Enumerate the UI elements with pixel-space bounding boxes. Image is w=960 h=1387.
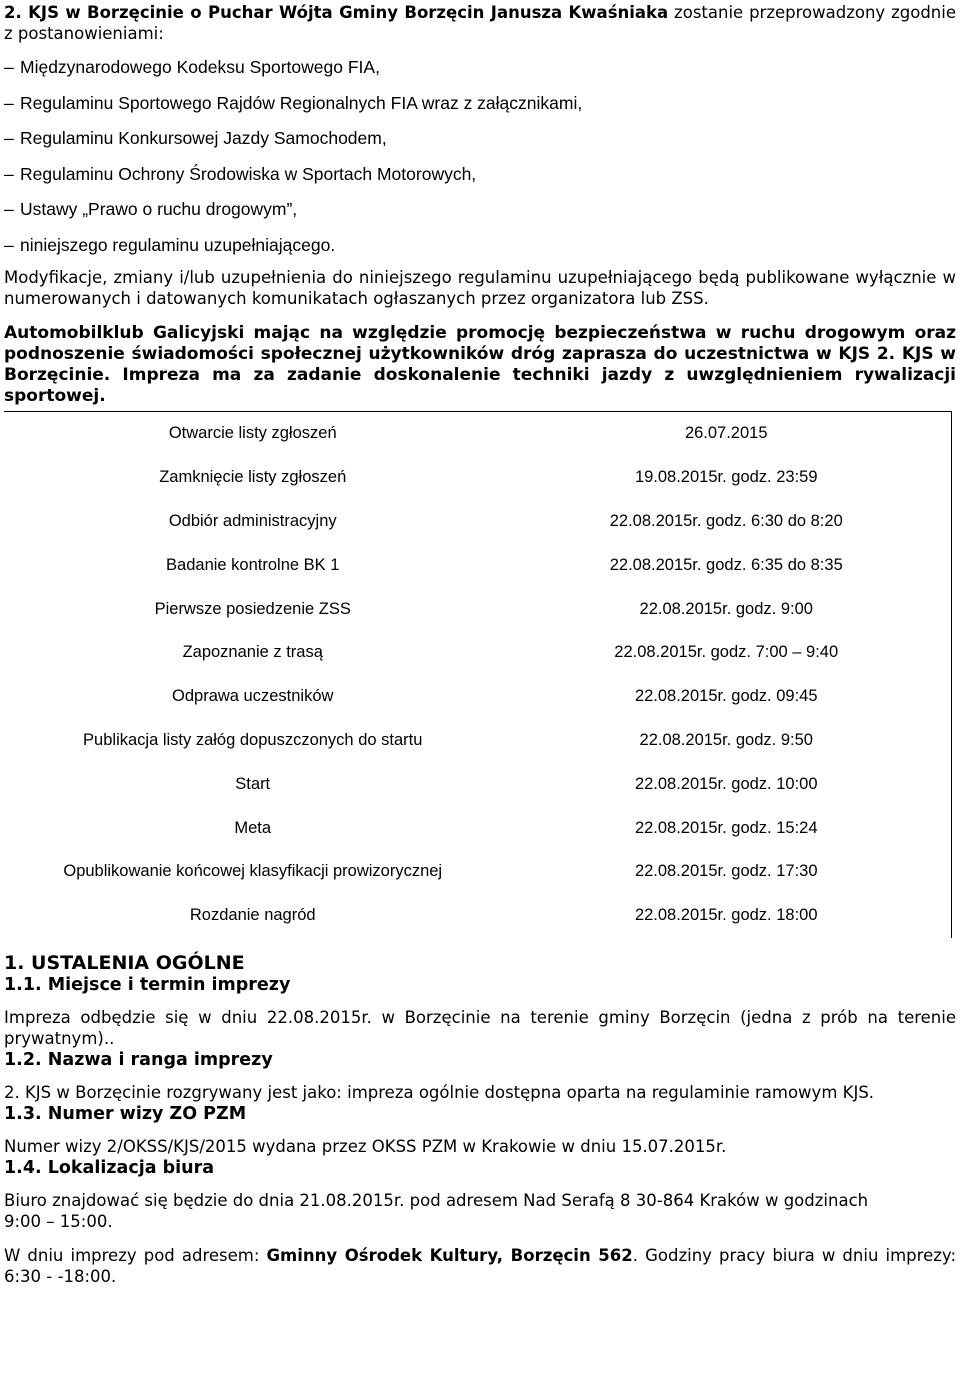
office-text: W dniu imprezy pod adresem:	[4, 1245, 267, 1265]
subsection-text: 2. KJS w Borzęcinie rozgrywany jest jako: impreza ogólnie dostępna oparta na regulaminie ramowym KJS.	[4, 1082, 875, 1102]
dash-icon: –	[4, 199, 14, 220]
schedule-label: Odbiór administracyjny	[168, 511, 337, 530]
schedule-value: 22.08.2015r. godz. 09:45	[634, 687, 818, 706]
table-row	[4, 850, 952, 894]
schedule-label: Opublikowanie końcowej klasyfikacji prowizorycznej	[63, 862, 443, 881]
table-row	[4, 675, 952, 719]
schedule-label: Zapoznanie z trasą	[182, 643, 323, 662]
office-hours: . Godziny pracy biura w dniu imprezy: 6:30 - -18:00.	[4, 1245, 956, 1286]
list-item-text: Międzynarodowego Kodeksu Sportowego FIA,	[20, 57, 380, 78]
table-row	[4, 500, 952, 544]
subsection-title: 1.3. Numer wizy ZO PZM	[4, 1103, 247, 1124]
list-item	[4, 121, 956, 157]
office-address: Gminny Ośrodek Kultury, Borzęcin 562	[266, 1245, 633, 1265]
table-row	[4, 412, 952, 456]
schedule-value: 22.08.2015r. godz. 10:00	[634, 774, 818, 793]
table-row	[4, 587, 952, 631]
schedule-value: 19.08.2015r. godz. 23:59	[634, 468, 818, 487]
schedule-label: Meta	[234, 818, 272, 837]
schedule-value: 22.08.2015r. godz. 6:35 do 8:35	[609, 555, 843, 574]
table-row	[4, 456, 952, 500]
intro-paragraph	[4, 2, 956, 44]
schedule-label: Otwarcie listy zgłoszeń	[168, 424, 337, 443]
schedule-value: 26.07.2015	[684, 424, 768, 443]
subsection-title: 1.1. Miejsce i termin imprezy	[4, 974, 291, 995]
table-row	[4, 894, 952, 938]
modifications-paragraph: Modyfikacje, zmiany i/lub uzupełnienia do niniejszego regulaminu uzupełniającego będą publikowane wyłącznie w numerowanych i datowanych komunikatach ogłaszanych przez organizatora lub ZSS.	[4, 268, 956, 308]
section-title: 1. USTALENIA OGÓLNE	[4, 951, 245, 974]
list-item	[4, 192, 956, 228]
dash-icon: –	[4, 128, 14, 149]
subsection-text: Numer wizy 2/OKSS/KJS/2015 wydana przez OKSS PZM w Krakowie w dniu 15.07.2015r.	[4, 1136, 727, 1156]
schedule-label: Rozdanie nagród	[189, 906, 316, 925]
dash-icon: –	[4, 163, 14, 184]
list-item	[4, 50, 956, 86]
schedule-value: 22.08.2015r. godz. 18:00	[634, 906, 818, 925]
list-item-text: Regulaminu Ochrony Środowiska w Sportach Motorowych,	[20, 163, 477, 184]
dash-icon: –	[4, 57, 14, 78]
schedule-table	[4, 411, 952, 938]
event-title: 2. KJS w Borzęcinie o Puchar Wójta Gminy Borzęcin Janusza Kwaśniaka	[4, 3, 669, 22]
table-row	[4, 719, 952, 763]
schedule-value: 22.08.2015r. godz. 15:24	[634, 818, 818, 837]
office-paragraph	[4, 1245, 956, 1287]
table-row	[4, 543, 952, 587]
table-row	[4, 762, 952, 806]
schedule-value: 22.08.2015r. godz. 6:30 do 8:20	[609, 511, 843, 530]
subsection-text: Impreza odbędzie się w dniu 22.08.2015r. w Borzęcinie na terenie gminy Borzęcin (jedna z prób na terenie prywatnym)..	[4, 1007, 956, 1048]
regulations-list	[4, 50, 956, 263]
list-item	[4, 228, 956, 264]
document-page	[4, 0, 956, 1287]
list-item-text: Regulaminu Sportowego Rajdów Regionalnych FIA wraz z załącznikami,	[20, 92, 583, 113]
schedule-label: Zamknięcie listy zgłoszeń	[159, 468, 347, 487]
intro-text: zostanie przeprowadzony zgodnie z postanowieniami:	[4, 3, 956, 43]
table-row	[4, 631, 952, 675]
schedule-label: Odprawa uczestników	[172, 687, 334, 706]
subsection-title: 1.2. Nazwa i ranga imprezy	[4, 1049, 273, 1070]
schedule-label: Pierwsze posiedzenie ZSS	[154, 599, 351, 618]
list-item-text: niniejszego regulaminu uzupełniającego.	[20, 234, 336, 255]
schedule-value: 22.08.2015r. godz. 17:30	[634, 862, 818, 881]
subsection-title: 1.4. Lokalizacja biura	[4, 1157, 215, 1178]
schedule-value: 22.08.2015r. godz. 7:00 – 9:40	[614, 643, 839, 662]
schedule-label: Publikacja listy załóg dopuszczonych do startu	[83, 730, 423, 749]
list-item	[4, 86, 956, 122]
schedule-value: 22.08.2015r. godz. 9:50	[639, 730, 813, 749]
schedule-value: 22.08.2015r. godz. 9:00	[639, 599, 813, 618]
dash-icon: –	[4, 234, 14, 255]
table-row	[4, 806, 952, 850]
schedule-label: Start	[235, 774, 271, 793]
list-item-text: Regulaminu Konkursowej Jazdy Samochodem,	[20, 128, 387, 149]
schedule-label: Badanie kontrolne BK 1	[166, 555, 340, 574]
list-item	[4, 157, 956, 193]
list-item-text: Ustawy „Prawo o ruchu drogowym”,	[20, 199, 298, 220]
subsection-text: Biuro znajdować się będzie do dnia 21.08.2015r. pod adresem Nad Serafą 8 30-864 Kraków w godzinach 9:00 – 15:00.	[4, 1190, 869, 1231]
automobilklub-paragraph: Automobilklub Galicyjski mając na względzie promocję bezpieczeństwa w ruchu drogowym oraz podnoszenie świadomości społecznej użytkowników dróg zaprasza do uczestnictwa w KJS 2. KJS w Borzęcinie. Impreza ma za zadanie doskonalenie techniki jazdy z uwzględnieniem rywalizacji sportowej.	[4, 323, 956, 406]
dash-icon: –	[4, 92, 14, 113]
